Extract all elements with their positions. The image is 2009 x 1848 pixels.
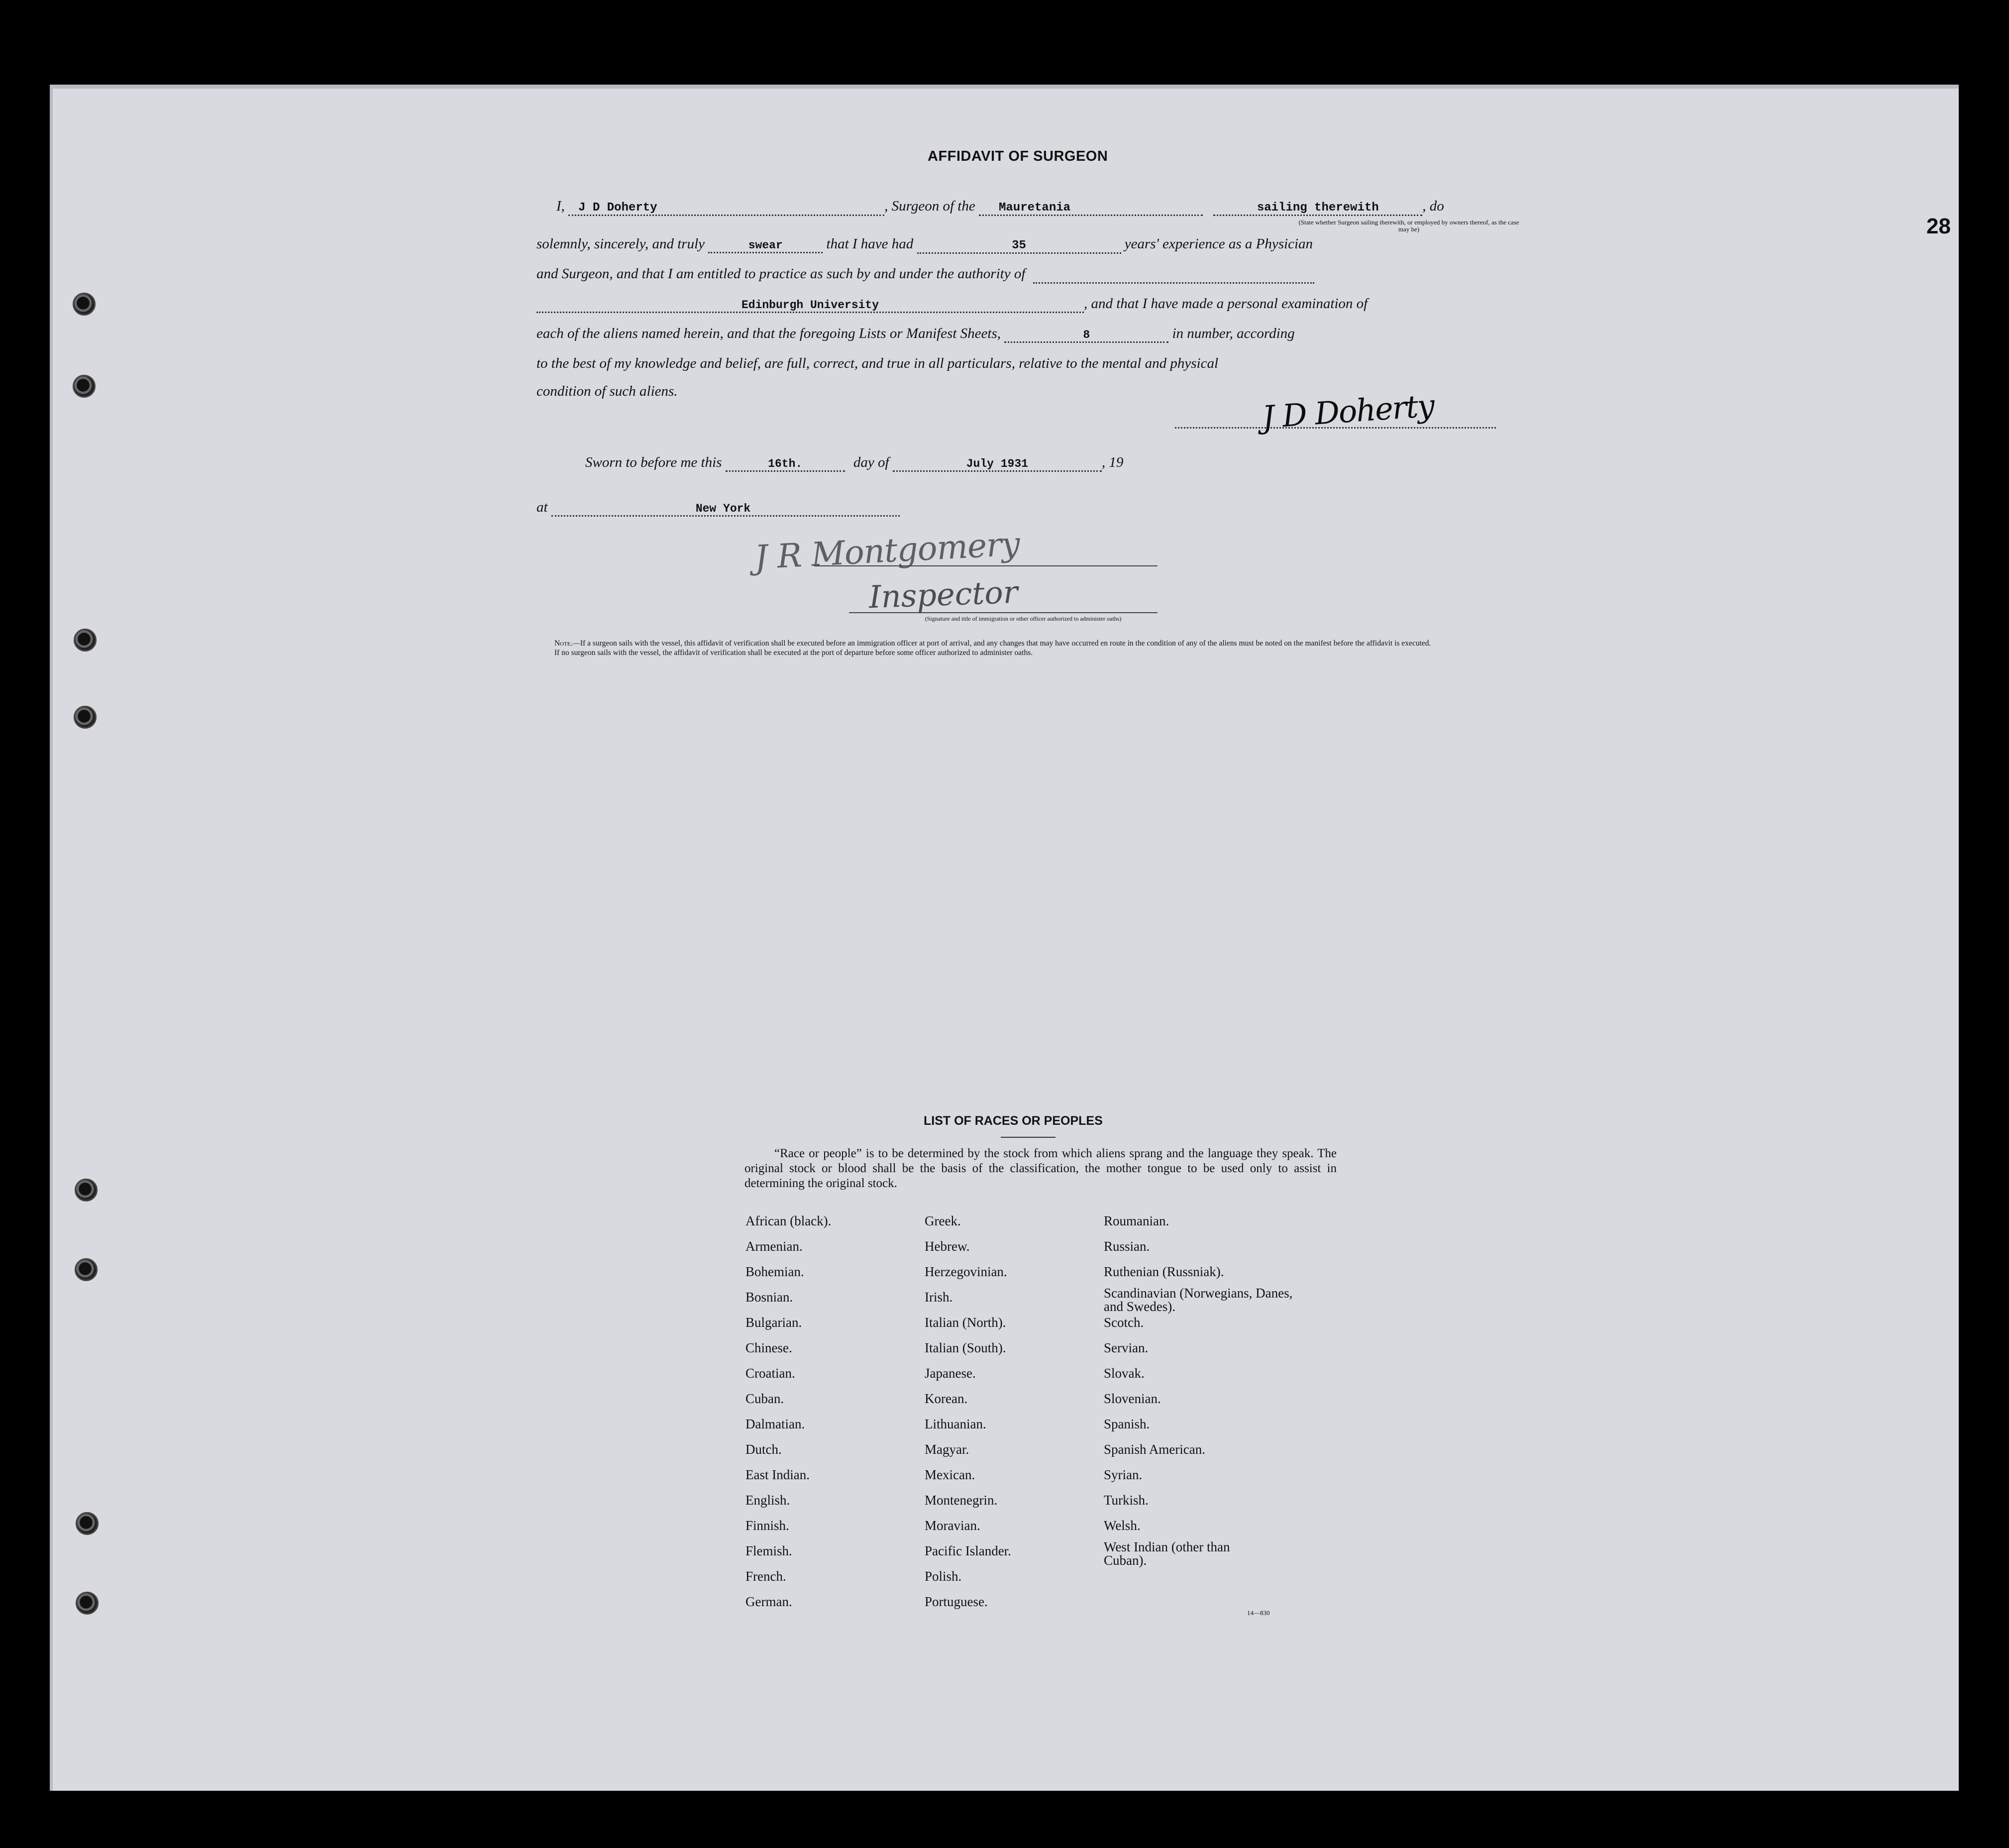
race-item: Scotch.: [1104, 1315, 1144, 1330]
race-item: East Indian.: [745, 1467, 810, 1482]
binder-hole-icon: [74, 629, 97, 652]
race-item: Japanese.: [925, 1366, 976, 1381]
officer-title-line: [849, 612, 1158, 613]
race-item: African (black).: [745, 1213, 832, 1228]
race-item: Roumanian.: [1104, 1213, 1169, 1228]
sailing-note: (State whether Surgeon sailing therewith, or employed by owners thereof, as the case may be): [1298, 218, 1519, 233]
race-item: Bulgarian.: [745, 1315, 802, 1330]
race-item: Dutch.: [745, 1442, 782, 1457]
race-item: Spanish.: [1104, 1416, 1150, 1431]
race-item: Hebrew.: [925, 1239, 970, 1254]
surgeon-signature: J D Doherty: [1261, 387, 1435, 435]
race-item: Turkish.: [1104, 1493, 1149, 1508]
vessel-field: Mauretania: [979, 201, 1203, 216]
race-item: Portuguese.: [925, 1594, 988, 1609]
page-number: 28: [1926, 214, 1951, 238]
race-item: Bosnian.: [745, 1290, 793, 1304]
day-field: 16th.: [726, 457, 845, 472]
race-item: Syrian.: [1104, 1467, 1143, 1482]
affidavit-title: AFFIDAVIT OF SURGEON: [928, 148, 1108, 164]
race-item: Moravian.: [925, 1518, 980, 1533]
sailing-field: sailing therewith: [1213, 201, 1422, 216]
affidavit-line-4: Edinburgh University , and that I have made a personal examination of: [536, 296, 1368, 313]
race-item: Pacific Islander.: [925, 1543, 1011, 1558]
race-item: Mexican.: [925, 1467, 975, 1482]
month-year-field: July 1931: [893, 457, 1102, 472]
authority-field-blank: [1033, 266, 1314, 284]
race-item: Herzegovinian.: [925, 1264, 1007, 1279]
race-item: Finnish.: [745, 1518, 789, 1533]
race-item: Spanish American.: [1104, 1442, 1205, 1457]
race-item: Chinese.: [745, 1340, 792, 1355]
race-item: Armenian.: [745, 1239, 803, 1254]
sworn-line: Sworn to before me this 16th. day of July 1931 , 19: [585, 454, 1123, 472]
race-item: Magyar.: [925, 1442, 969, 1457]
race-item: Cuban.: [745, 1391, 784, 1406]
affidavit-note: Note.—If a surgeon sails with the vessel, this affidavit of verification shall be executed before an immigration officer at port of arrival, and any changes that may have occurred en route in the condition of any of the aliens must be noted on the manifest before the affidavit is executed. If no surgeon sails with the vessel, the affidavit of verification shall be executed at the port of departure before some officer authorized to administer oaths.: [554, 639, 1431, 657]
authority-field: Edinburgh University: [536, 299, 1084, 313]
race-item: Italian (South).: [925, 1340, 1006, 1355]
officer-signature-line: [814, 565, 1158, 566]
race-item: Slovak.: [1104, 1366, 1145, 1381]
race-item: Lithuanian.: [925, 1416, 986, 1431]
affidavit-line-3: and Surgeon, and that I am entitled to practice as such by and under the authority of: [536, 266, 1314, 284]
affidavit-line-5: each of the aliens named herein, and that the foregoing Lists or Manifest Sheets, 8 in number, according: [536, 326, 1295, 343]
binder-hole-icon: [74, 706, 97, 729]
race-item: German.: [745, 1594, 792, 1609]
race-item: Irish.: [925, 1290, 953, 1304]
officer-signature: J R Montgomery: [753, 525, 1021, 577]
binder-hole-icon: [76, 1592, 99, 1615]
sheets-field: 8: [1004, 328, 1168, 343]
race-item: Greek.: [925, 1213, 961, 1228]
race-item: French.: [745, 1569, 786, 1584]
binder-hole-icon: [75, 1258, 98, 1281]
race-item: Korean.: [925, 1391, 968, 1406]
race-item: West Indian (other than Cuban).: [1104, 1539, 1230, 1568]
race-item: Montenegrin.: [925, 1493, 998, 1508]
officer-caption: (Signature and title of immigration or other officer authorized to administer oaths): [925, 615, 1122, 622]
race-item: Flemish.: [745, 1543, 792, 1558]
race-item: Dalmatian.: [745, 1416, 805, 1431]
race-item: Slovenian.: [1104, 1391, 1161, 1406]
races-column-2: [925, 1208, 1094, 1615]
binder-hole-icon: [76, 1512, 99, 1535]
officer-title: Inspector: [868, 573, 1019, 616]
manifest-page: [50, 85, 1959, 1791]
affidavit-line-7: condition of such aliens.: [536, 383, 678, 399]
binder-hole-icon: [73, 293, 96, 316]
affidavit-line-2: solemnly, sincerely, and truly swear that I have had 35 years' experience as a Physician: [536, 236, 1313, 254]
races-column-3: [1104, 1208, 1303, 1567]
binder-hole-icon: [75, 1179, 98, 1201]
race-item: Servian.: [1104, 1340, 1149, 1355]
races-column-1: [745, 1208, 915, 1615]
swear-field: swear: [708, 239, 823, 253]
race-item: Ruthenian (Russniak).: [1104, 1264, 1224, 1279]
place-line: at New York: [536, 499, 900, 517]
races-title-rule: [1001, 1137, 1056, 1138]
race-item: Scandinavian (Norwegians, Danes, and Swedes).: [1104, 1286, 1293, 1314]
races-intro: “Race or people” is to be determined by the stock from which aliens sprang and the language they speak. The original stock or blood shall be the basis of the classification, the mother tongue to be used only to assist in determining the original stock.: [744, 1147, 1337, 1190]
race-item: English.: [745, 1493, 790, 1508]
race-item: Croatian.: [745, 1366, 795, 1381]
years-field: 35: [917, 239, 1121, 254]
affidavit-line-6: to the best of my knowledge and belief, are full, correct, and true in all particulars, relative to the mental and physical: [536, 355, 1219, 371]
races-title: LIST OF RACES OR PEOPLES: [924, 1114, 1103, 1128]
race-item: Bohemian.: [745, 1264, 804, 1279]
race-item: Italian (North).: [925, 1315, 1006, 1330]
surgeon-name-field: J D Doherty: [568, 201, 884, 216]
binder-hole-icon: [73, 375, 96, 398]
race-item: Welsh.: [1104, 1518, 1141, 1533]
affidavit-line-1: I, J D Doherty , Surgeon of the Mauretania sailing therewith , do: [536, 198, 1444, 216]
race-item: Polish.: [925, 1569, 962, 1584]
race-item: Russian.: [1104, 1239, 1150, 1254]
place-field: New York: [551, 502, 900, 517]
form-code: 14—830: [1247, 1609, 1270, 1617]
